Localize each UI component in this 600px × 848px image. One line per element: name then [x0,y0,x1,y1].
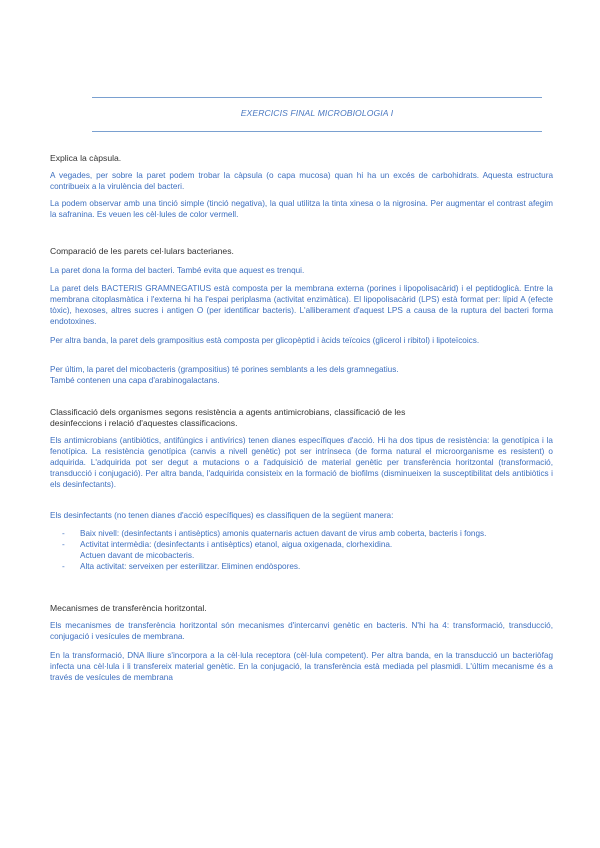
disinfectant-list [62,528,552,572]
section-heading-classificacio-line2: desinfeccions i relació d'aquestes classificacions. [50,418,238,428]
section-heading-capsula: Explica la càpsula. [50,153,122,163]
header-rule-top [92,97,542,98]
paragraph: Per últim, la paret del micobacteris (grampositius) té porines semblants a les dels gramnegatius. [50,365,399,374]
paragraph: La paret dels BACTERIS GRAMNEGATIUS està composta per la membrana externa (porines i lipopolisacàrid) i el peptidoglicà. Entre la membrana citoplasmàtica i l'externa hi ha l'espai periplasma (activitat enzimàtica). El lipopolisacàrid (LPS) està format per: lípid A (efecte tòxic), hexoses, altres sucres i antigen O (per identificar bacteris). L'alliberament d'aquest LPS a causa de la ruptura del bacteri forma endotoxines. [50,284,553,326]
paragraph: La paret dona la forma del bacteri. També evita que aquest es trenqui. [50,266,305,275]
paragraph: En la transformació, DNA lliure s'incorpora a la cèl·lula receptora (cèl·lula competent). Per altra banda, en la transducció un bacteriòfag infecta una cèl·lula i li transfereix material genètic. En la conjugació, la transferència està mediada pel plasmidi. L'últim mecanisme és a través de vesícules de membrana [50,651,553,682]
paragraph: A vegades, per sobre la paret podem trobar la càpsula (o capa mucosa) quan hi ha un excés de carbohidrats. Aquesta estructura contribueix a la virulència del bacteri. [50,171,553,191]
bullet-dash: - [62,529,65,538]
list-item [62,539,552,561]
paragraph: Els desinfectants (no tenen dianes d'acció específiques) es classifiquen de la següent manera: [50,511,394,520]
paragraph: Els mecanismes de transferència horitzontal són mecanismes d'intercanvi genètic en bacteris. N'hi ha 4: transformació, transducció, conjugació i vesícules de membrana. [50,621,553,641]
list-item [62,561,552,572]
paragraph: També contenen una capa d'arabinogalactans. [50,376,220,385]
list-item-text: Baix nivell: (desinfectants i antisèptics) amonis quaternaris actuen davant de virus amb coberta, bacteris i fongs. [80,529,487,538]
document-title: EXERCICIS FINAL MICROBIOLOGIA I [240,108,394,118]
section-heading-classificacio-line1: Classificació dels organismes segons resistència a agents antimicrobians, classificació de les [50,407,406,417]
list-item-text: Activitat intermèdia: (desinfectants i antisèptics) etanol, aigua oxigenada, clorhexidina. [80,540,393,549]
bullet-dash: - [62,540,65,549]
list-item-text: Actuen davant de micobacteris. [80,551,195,560]
list-item-text: Alta activitat: serveixen per esterilitzar. Eliminen endòspores. [80,562,301,571]
paragraph: Per altra banda, la paret dels grampositius està composta per glicopèptid i àcids teïcoics (glicerol i ribitol) i lipoteïcoics. [50,336,480,345]
section-heading-transferencia: Mecanismes de transferència horitzontal. [50,603,207,613]
list-item [62,528,552,539]
header-rule-bottom [92,131,542,132]
bullet-dash: - [62,562,65,571]
section-heading-parets: Comparació de les parets cel·lulars bacterianes. [50,246,234,256]
paragraph: Els antimicrobians (antibiòtics, antifúngics i antivírics) tenen dianes específiques d'acció. Hi ha dos tipus de resistència: la genotípica i la fenotípica. La resistència genotípica (canvis a nivell genètic) pot ser intrínseca (de forma natural el microorganisme es resistent) o adquirida. L'adquirida pot ser degut a mutacions o a l'adquisició de material genètic per transferència horitzontal (transformació, transducció i conjugació). Per altra banda, l'adquirida consisteix en la formació de biofilms (disminueixen la susceptibilitat dels antibiòtics i els desinfectants). [50,436,553,489]
paragraph: La podem observar amb una tinció simple (tinció negativa), la qual utilitza la tinta xinesa o la nigrosina. Per augmentar el contrast afegim la safranina. Es veuen les cèl·lules de color vermell. [50,199,553,219]
